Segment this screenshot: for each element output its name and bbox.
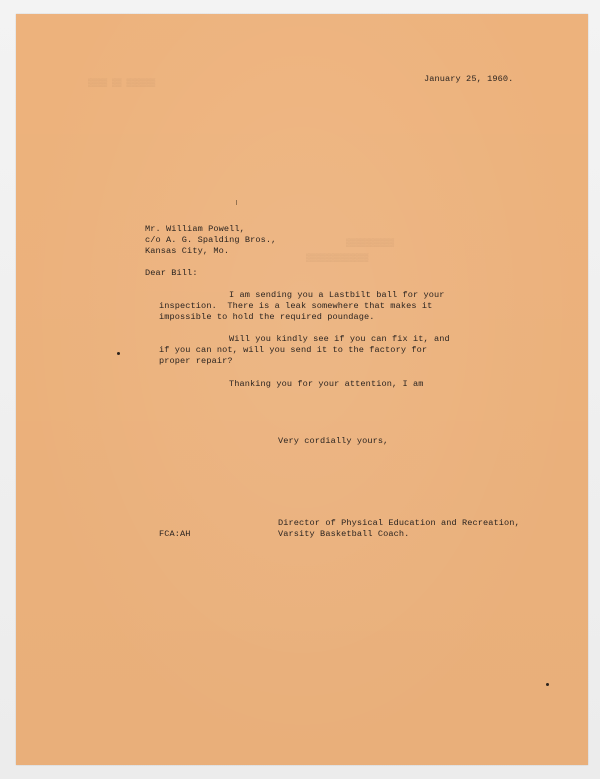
paragraph-2-line-2: if you can not, will you send it to the factory for	[159, 345, 428, 355]
recipient-name: Mr. William Powell,	[145, 224, 245, 234]
signature-title-line-2: Varsity Basketball Coach.	[278, 529, 410, 539]
paragraph-2-line-1: Will you kindly see if you can fix it, and	[229, 334, 450, 344]
signature-title-line-1: Director of Physical Education and Recreation,	[278, 518, 520, 528]
paragraph-1-line-2: inspection. There is a leak somewhere that makes it	[159, 301, 433, 311]
closing: Very cordially yours,	[278, 436, 389, 446]
reference-initials: FCA:AH	[159, 529, 191, 539]
ink-speck	[117, 352, 120, 355]
recipient-city: Kansas City, Mo.	[145, 246, 230, 256]
recipient-company: c/o A. G. Spalding Bros.,	[145, 235, 277, 245]
ink-speck	[546, 683, 549, 686]
salutation: Dear Bill:	[145, 268, 198, 278]
paragraph-1-line-3: impossible to hold the required poundage.	[159, 312, 375, 322]
bleed-through-mark: ▒▒▒▒ ▒▒ ▒▒▒▒▒▒	[88, 79, 156, 88]
bleed-through-mark: ▒▒▒▒▒▒▒▒▒▒▒▒▒	[306, 254, 369, 263]
letter-page	[16, 14, 588, 765]
bleed-through-mark: ▒▒▒▒▒▒▒▒▒▒	[346, 239, 395, 248]
paragraph-2-line-3: proper repair?	[159, 356, 233, 366]
paragraph-3-line-1: Thanking you for your attention, I am	[229, 379, 424, 389]
letter-date: January 25, 1960.	[424, 74, 514, 84]
paragraph-1-line-1: I am sending you a Lastbilt ball for your	[229, 290, 445, 300]
paper-mark	[236, 200, 237, 205]
